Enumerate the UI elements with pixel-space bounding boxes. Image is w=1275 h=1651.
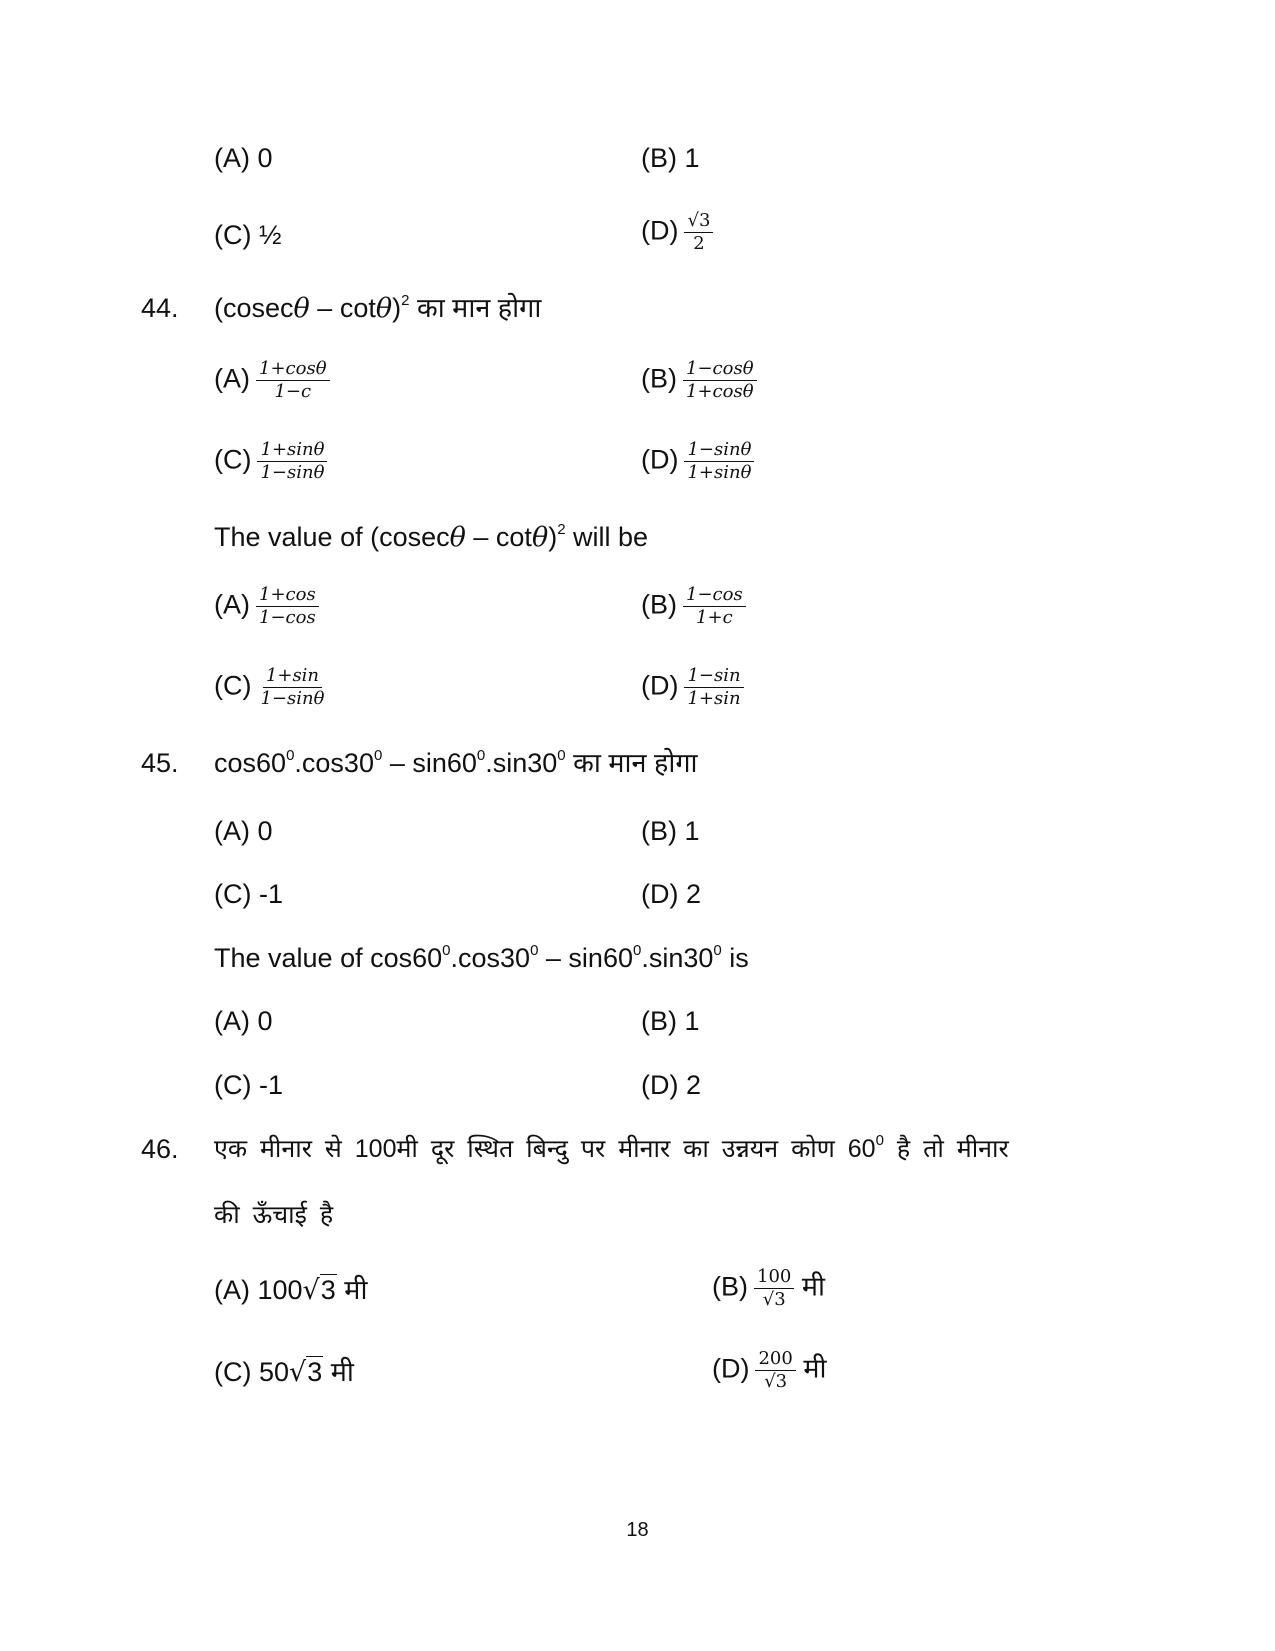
q45-hindi-option-a: (A) 0 xyxy=(214,816,273,846)
stem-text: – cot xyxy=(465,522,532,552)
q44-hindi-option-b xyxy=(641,358,757,403)
fraction xyxy=(754,1266,794,1311)
fraction-numerator: 200 xyxy=(755,1348,795,1371)
q45-english-option-d: (D) 2 xyxy=(641,1070,701,1100)
fraction-denominator: 1−c xyxy=(274,381,312,402)
theta-symbol: θ xyxy=(375,293,393,324)
square-root xyxy=(303,1274,337,1307)
fraction xyxy=(683,358,757,403)
superscript: 0 xyxy=(713,942,722,959)
q43-option-d xyxy=(641,210,713,255)
q46-stem-line2: की ऊँचाई है xyxy=(214,1201,334,1229)
stem-text: cos60 xyxy=(214,748,287,778)
option-label: (C) xyxy=(214,444,252,475)
option-label: (D) xyxy=(712,1353,750,1384)
stem-text: will be xyxy=(565,522,649,552)
q45-hindi-option-b: (B) 1 xyxy=(641,816,700,846)
fraction-numerator: 100 xyxy=(754,1266,794,1289)
radicand: 3 xyxy=(307,1357,323,1387)
q43-option-c: (C) ½ xyxy=(214,220,282,250)
superscript: 0 xyxy=(373,747,383,764)
option-label: (B) xyxy=(712,1271,748,1302)
superscript: 0 xyxy=(286,747,295,764)
q45-english-stem xyxy=(214,942,749,974)
q46-stem-line1 xyxy=(214,1133,1009,1165)
option-label: (D) xyxy=(641,444,679,475)
superscript: 0 xyxy=(875,1132,884,1149)
fraction-denominator: 1+sin xyxy=(687,688,741,709)
fraction xyxy=(684,210,713,255)
fraction-denominator: 1+c xyxy=(696,607,733,628)
fraction xyxy=(684,665,743,710)
q43-option-b: (B) 1 xyxy=(641,143,700,173)
q45-hindi-option-d: (D) 2 xyxy=(641,879,701,909)
question-number-46: 46. xyxy=(141,1134,179,1164)
fraction-denominator: 1−sinθ xyxy=(260,462,325,483)
fraction-numerator: 1−sin xyxy=(684,665,743,688)
stem-text: .cos30 xyxy=(450,943,531,973)
option-label: (A) 100 xyxy=(214,1275,303,1305)
q44-english-option-b xyxy=(641,584,746,629)
superscript: 0 xyxy=(557,747,566,764)
q45-english-option-c: (C) -1 xyxy=(214,1070,283,1100)
stem-text: है तो मीनार xyxy=(883,1135,1009,1163)
unit: मी xyxy=(795,1353,827,1384)
q44-hindi-option-a xyxy=(214,358,330,403)
superscript: 0 xyxy=(442,942,451,959)
fraction-denominator: 2 xyxy=(693,233,705,254)
fraction xyxy=(256,584,319,629)
q45-hindi-stem xyxy=(214,747,698,779)
q44-english-option-d xyxy=(641,665,744,710)
fraction-numerator: 1−sinθ xyxy=(684,439,754,462)
theta-symbol: θ xyxy=(449,522,466,553)
stem-text: .sin30 xyxy=(485,748,558,778)
q44-hindi-option-c xyxy=(214,439,327,484)
fraction-numerator: 1+sinθ xyxy=(257,439,327,462)
fraction-numerator: 1+cos xyxy=(256,584,319,607)
fraction-denominator: 1+cosθ xyxy=(686,381,754,402)
fraction-numerator: 1+cosθ xyxy=(256,358,330,381)
stem-text: .cos30 xyxy=(294,748,374,778)
option-label: (A) xyxy=(214,589,250,620)
fraction xyxy=(257,665,327,710)
fraction-numerator: 1+sin xyxy=(263,665,322,688)
superscript: 2 xyxy=(557,521,566,538)
fraction-numerator: 1−cos xyxy=(683,584,746,607)
question-number-44: 44. xyxy=(141,293,179,323)
q44-hindi-stem xyxy=(214,292,541,325)
radicand: 3 xyxy=(320,1275,336,1305)
page-number: 18 xyxy=(626,1519,649,1541)
superscript: 0 xyxy=(476,747,486,764)
fraction xyxy=(683,584,746,629)
theta-symbol: θ xyxy=(531,522,549,553)
theta-symbol: θ xyxy=(293,293,310,324)
q46-option-c xyxy=(214,1356,354,1389)
stem-text: का मान होगा xyxy=(409,293,542,323)
superscript: 0 xyxy=(530,942,539,959)
stem-text: The value of cos60 xyxy=(214,943,443,973)
fraction xyxy=(755,1348,795,1393)
stem-text: का मान होगा xyxy=(565,748,698,778)
stem-text: (cosec xyxy=(214,293,294,323)
option-label: (A) xyxy=(214,363,250,394)
q46-option-b xyxy=(712,1266,825,1311)
fraction xyxy=(684,439,754,484)
option-label: (B) xyxy=(641,589,677,620)
stem-text: एक मीनार से 100मी दूर स्थित बिन्दु पर मीनार का उन्नयन कोण 60 xyxy=(214,1135,876,1163)
q46-option-d xyxy=(712,1348,826,1393)
stem-text: .sin30 xyxy=(641,943,714,973)
unit: मी xyxy=(336,1275,368,1305)
superscript: 0 xyxy=(632,942,642,959)
radical-sign: √ xyxy=(289,1357,307,1388)
q44-hindi-option-d xyxy=(641,439,754,484)
stem-text: ) xyxy=(392,293,402,323)
option-label: (C) 50 xyxy=(214,1357,290,1387)
q44-english-option-c xyxy=(214,665,327,710)
q45-english-option-a: (A) 0 xyxy=(214,1006,273,1036)
option-label: (D) xyxy=(641,215,679,246)
fraction-denominator: 1+sinθ xyxy=(687,462,752,483)
fraction xyxy=(257,439,327,484)
stem-text: ) xyxy=(548,522,558,552)
stem-text: – sin60 xyxy=(538,943,633,973)
unit: मी xyxy=(323,1357,354,1387)
fraction xyxy=(256,358,330,403)
stem-text: – sin60 xyxy=(382,748,477,778)
option-label: (D) xyxy=(641,670,679,701)
stem-text: The value of (cosec xyxy=(214,522,450,552)
q43-option-a: (A) 0 xyxy=(214,143,273,173)
unit: मी xyxy=(794,1271,825,1302)
stem-text: is xyxy=(721,943,749,973)
fraction-denominator: √3 xyxy=(762,1289,786,1310)
radical-sign: √ xyxy=(302,1275,320,1306)
q46-option-a xyxy=(214,1274,367,1307)
option-label: (C) xyxy=(214,670,252,701)
superscript: 2 xyxy=(401,292,410,309)
q45-hindi-option-c: (C) -1 xyxy=(214,879,283,909)
question-number-45: 45. xyxy=(141,748,179,778)
option-label: (B) xyxy=(641,363,677,394)
square-root xyxy=(289,1356,323,1389)
fraction-denominator: 1−cos xyxy=(259,607,316,628)
fraction-numerator: 1−cosθ xyxy=(683,358,757,381)
q44-english-stem xyxy=(214,521,648,554)
q45-english-option-b: (B) 1 xyxy=(641,1006,700,1036)
fraction-denominator: 1−sinθ xyxy=(260,688,325,709)
fraction-numerator: √3 xyxy=(684,210,713,233)
fraction-denominator: √3 xyxy=(764,1371,788,1392)
stem-text: – cot xyxy=(309,293,376,323)
q44-english-option-a xyxy=(214,584,319,629)
